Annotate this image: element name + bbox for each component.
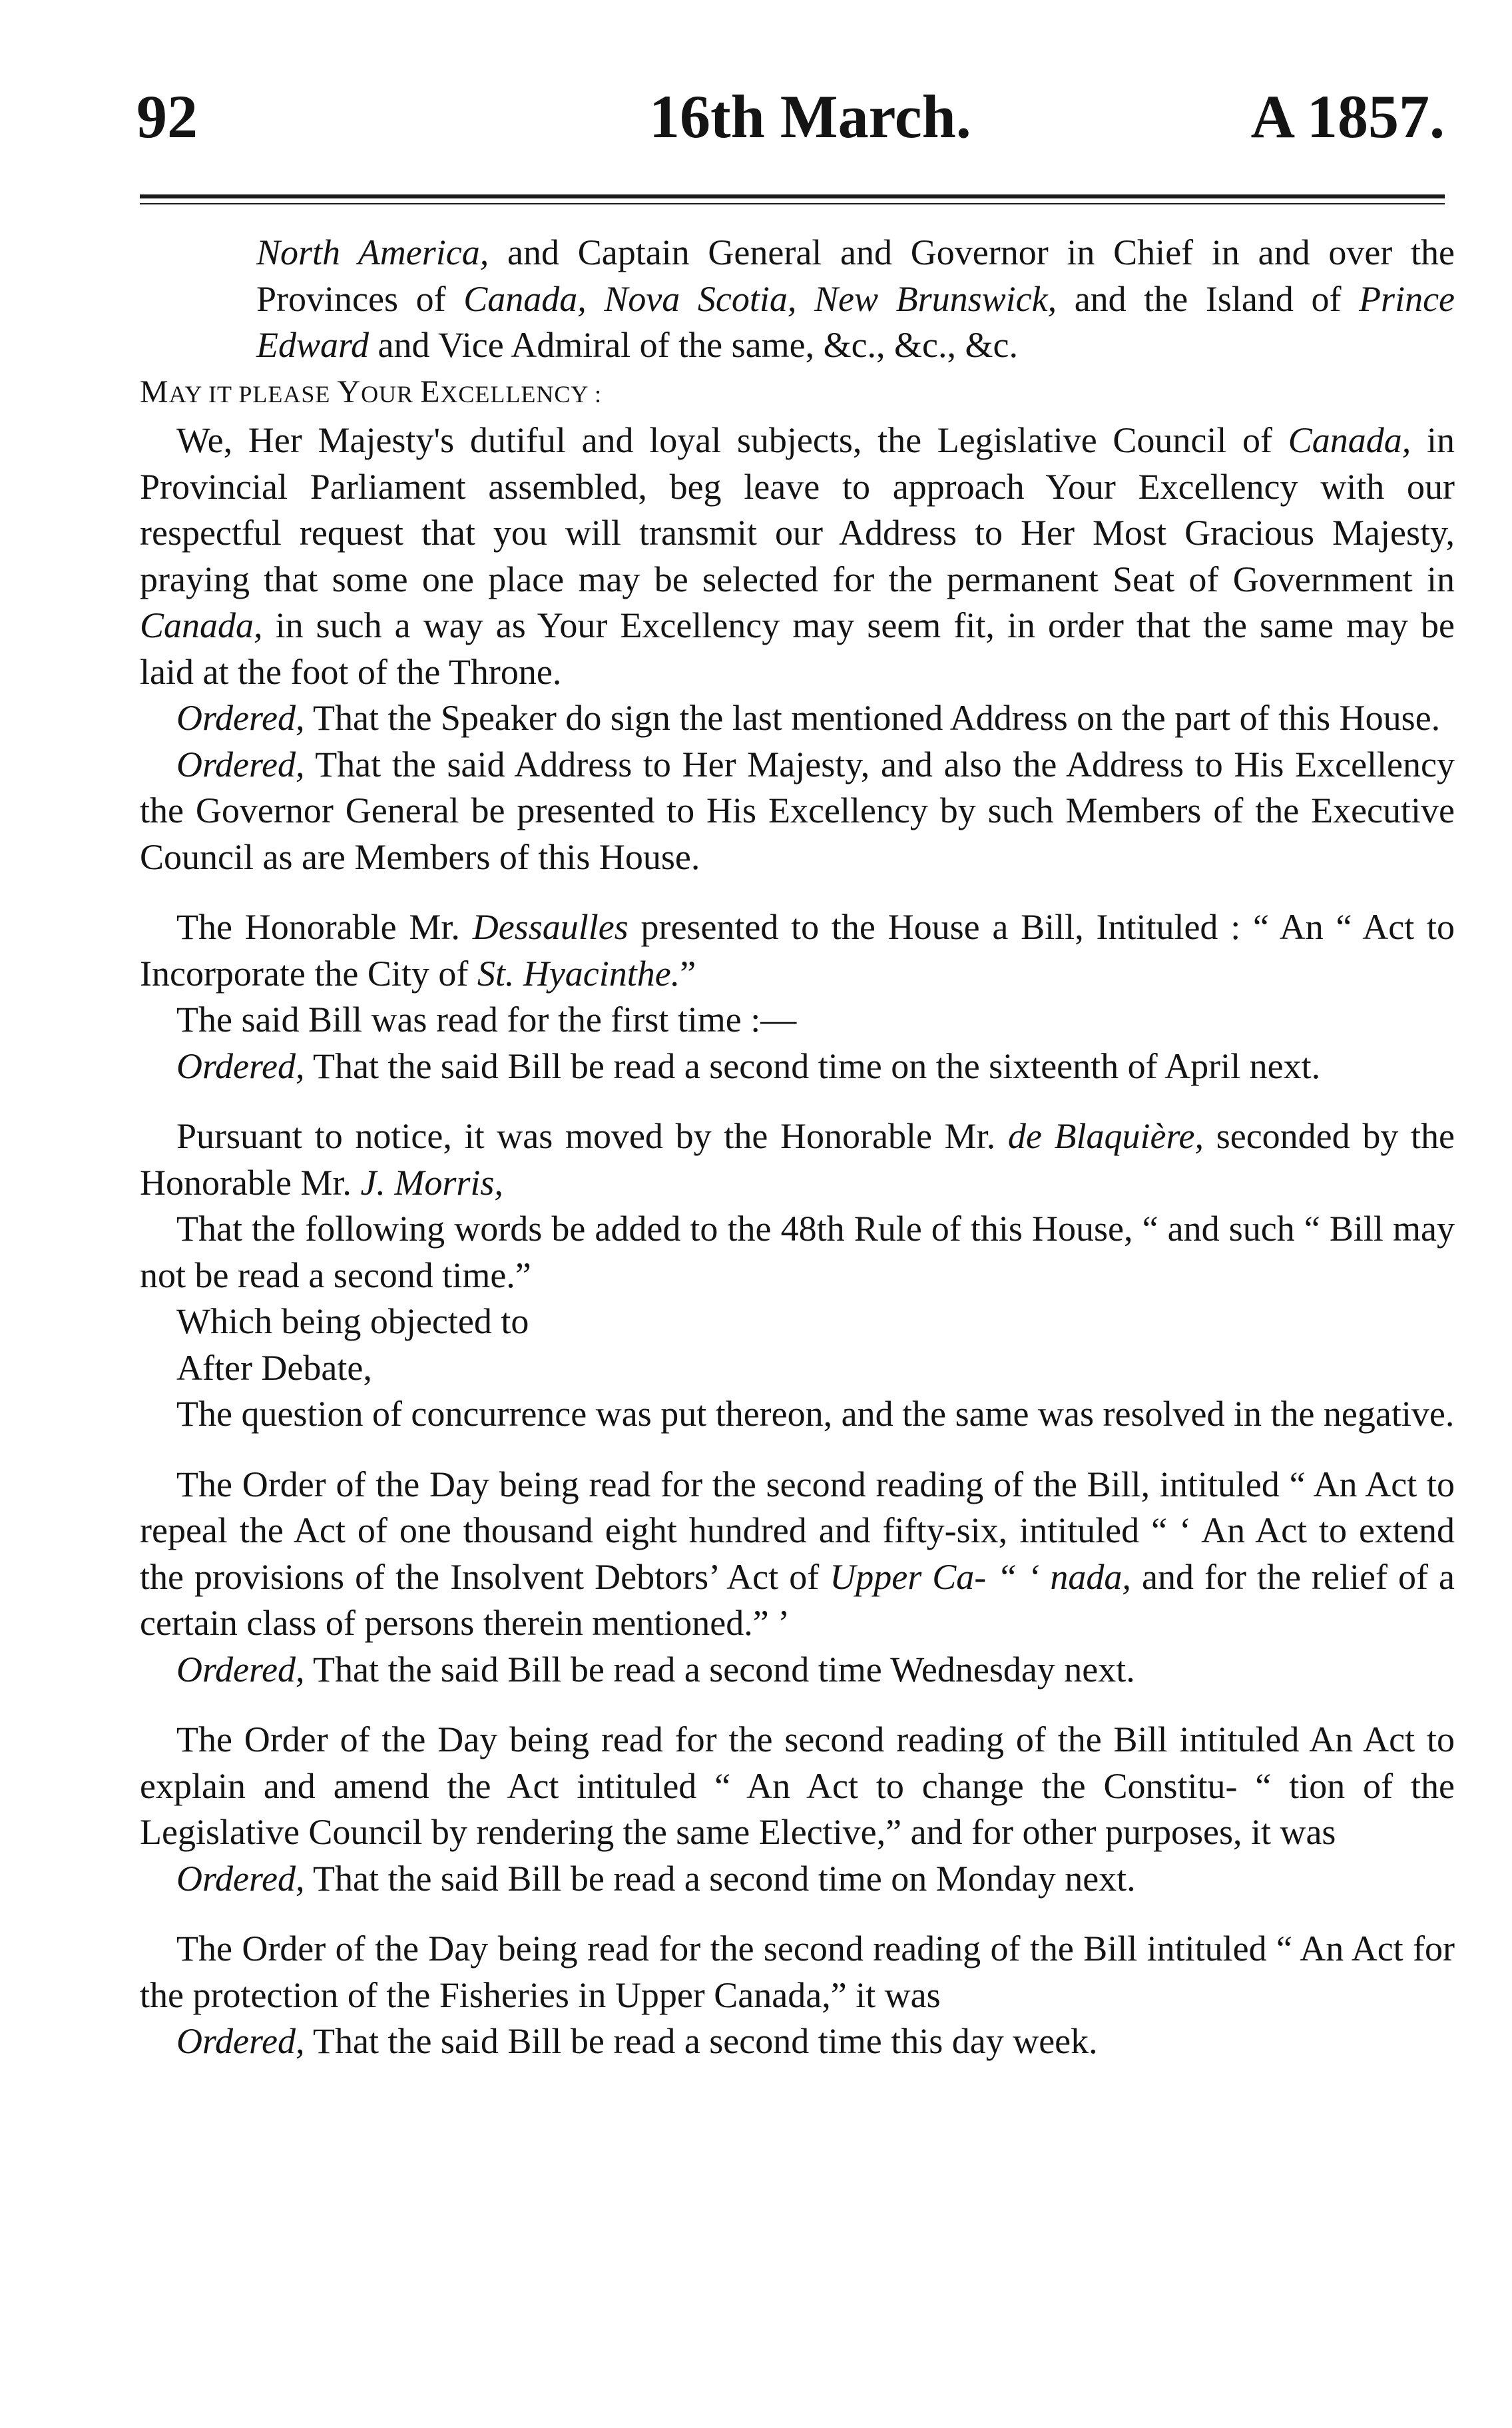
p3-text: That the said Address to Her Majesty, and also the Address to His Excellency the Governor General be presented to His Excellency by such Members of the Executive Council as are Members of this House. <box>140 744 1455 877</box>
motion-de-blaquiere <box>140 1113 1455 1206</box>
p1-text-1: We, Her Majesty's dutiful and loyal subjects, the Legislative Council of <box>176 420 1288 460</box>
p15-italic: Ordered, <box>176 1858 305 1899</box>
p16-text: The Order of the Day being read for the second reading of the Bill intituled “ An Act for the protection of the Fisheries in Upper Canada,” it was <box>140 1929 1455 2015</box>
p7-text-2: seconded by the Honorable Mr. <box>140 1116 1455 1203</box>
order-second-reading-april <box>140 1044 1455 1090</box>
p12-text-1: The Order of the Day being read for the second reading of the Bill, intituled “ An Act to repeal the Act of one thousand eight hundred and fifty-six, intituled “ ‘ An Act to extend the provisions of the Insolvent Debtors’ Act of <box>140 1464 1455 1597</box>
p1-text-3: in such a way as Your Excellency may seem fit, in order that the same may be laid at the foot of the Throne. <box>140 605 1455 692</box>
order-monday <box>140 1856 1455 1903</box>
p10-text: After Debate, <box>176 1347 372 1388</box>
p17-italic: Ordered, <box>176 2021 305 2061</box>
p13-italic: Ordered, <box>176 1649 305 1689</box>
p12-italic: Upper Ca- “ ‘ nada, <box>830 1556 1131 1597</box>
addressee-text-3: and Vice Admiral of the same, &c., &c., &c. <box>369 325 1018 365</box>
order-this-day-week <box>140 2018 1455 2065</box>
p7-italic-2: J. Morris, <box>360 1162 503 1203</box>
p9-text: Which being objected to <box>176 1301 529 1341</box>
salutation <box>140 369 1455 418</box>
order-speaker-sign <box>140 695 1455 742</box>
p6-text: That the said Bill be read a second time on the sixteenth of April next. <box>304 1046 1321 1086</box>
p11-text: The question of concurrence was put thereon, and the same was resolved in the negative. <box>176 1394 1455 1434</box>
p3-italic: Ordered, <box>176 744 305 784</box>
order-wednesday <box>140 1647 1455 1693</box>
insolvent-debtors-bill <box>140 1462 1455 1647</box>
addressee-italic-1: North America, <box>256 232 489 272</box>
addressee-text-1: and Captain General and Governor in Chief in and over the Provinces of <box>256 232 1455 319</box>
addressee-paragraph <box>140 230 1455 369</box>
addressee-italic-3: Prince Edward <box>256 278 1455 365</box>
p7-italic-1: de Blaquière, <box>1007 1116 1204 1156</box>
header-rule-thin <box>140 203 1445 204</box>
header-rule-thick <box>140 194 1445 198</box>
addressee-text-2: and the Island of <box>1057 278 1360 319</box>
after-debate <box>140 1345 1455 1392</box>
p4-text-2: presented to the House a Bill, Intituled : “ An “ Act to Incorporate the City of <box>140 907 1455 994</box>
p14-text: The Order of the Day being read for the second reading of the Bill intituled An Act to explain and amend the Act intituled “ An Act to change the Constitu- “ tion of the Legislative Council by rendering the same Elective,” and for other purposes, it was <box>140 1719 1455 1852</box>
salutation-cap-1: M <box>140 374 169 410</box>
salutation-small-3: XCELLENCY : <box>440 380 603 408</box>
p15-text: That the said Bill be read a second time on Monday next. <box>304 1858 1136 1899</box>
p2-text: That the Speaker do sign the last mentioned Address on the part of this House. <box>304 698 1441 738</box>
p17-text: That the said Bill be read a second time this day week. <box>304 2021 1098 2061</box>
p5-text: The said Bill was read for the first time :— <box>176 1000 797 1040</box>
page-body <box>140 230 1455 2065</box>
bill-st-hyacinthe <box>140 904 1455 997</box>
page-header <box>136 80 1445 153</box>
p6-italic: Ordered, <box>176 1046 305 1086</box>
p4-text-3: ” <box>680 953 696 994</box>
p1-italic-2: Canada, <box>140 605 263 645</box>
p4-italic-1: Dessaulles <box>472 907 629 947</box>
salutation-small-2: OUR <box>361 380 421 408</box>
p1-text-2: in Provincial Parliament assembled, beg leave to approach Your Excellency with our respectful request that you will transmit our Address to Her Most Gracious Majesty, praying that some one place may be selected for the permanent Seat of Government in <box>140 420 1455 599</box>
first-reading <box>140 997 1455 1044</box>
motion-result <box>140 1391 1455 1438</box>
p1-italic-1: Canada, <box>1288 420 1411 460</box>
p13-text: That the said Bill be read a second time Wednesday next. <box>304 1649 1135 1689</box>
p7-text-1: Pursuant to notice, it was moved by the Honorable Mr. <box>176 1116 1008 1156</box>
p12-text-2: and for the relief of a certain class of persons therein mentioned.” ’ <box>140 1556 1455 1643</box>
p2-italic: Ordered, <box>176 698 305 738</box>
address-body-paragraph <box>140 418 1455 695</box>
order-address-presented <box>140 742 1455 881</box>
fisheries-bill <box>140 1926 1455 2018</box>
motion-text <box>140 1206 1455 1299</box>
p4-italic-2: St. Hyacinthe. <box>477 953 680 994</box>
p8-text: That the following words be added to the 48th Rule of this House, “ and such “ Bill may not be read a second time.” <box>140 1209 1455 1295</box>
page-date: 16th March. <box>649 83 971 151</box>
p4-text-1: The Honorable Mr. <box>176 907 473 947</box>
legislative-council-bill <box>140 1717 1455 1856</box>
page-year: A 1857. <box>1250 83 1445 151</box>
addressee-italic-2: Canada, Nova Scotia, New Brunswick, <box>463 278 1057 319</box>
page-number: 92 <box>136 83 198 151</box>
salutation-cap-3: E <box>420 374 441 410</box>
salutation-small-1: AY IT PLEASE <box>168 380 338 408</box>
salutation-cap-2: Y <box>337 374 362 410</box>
objection <box>140 1299 1455 1345</box>
